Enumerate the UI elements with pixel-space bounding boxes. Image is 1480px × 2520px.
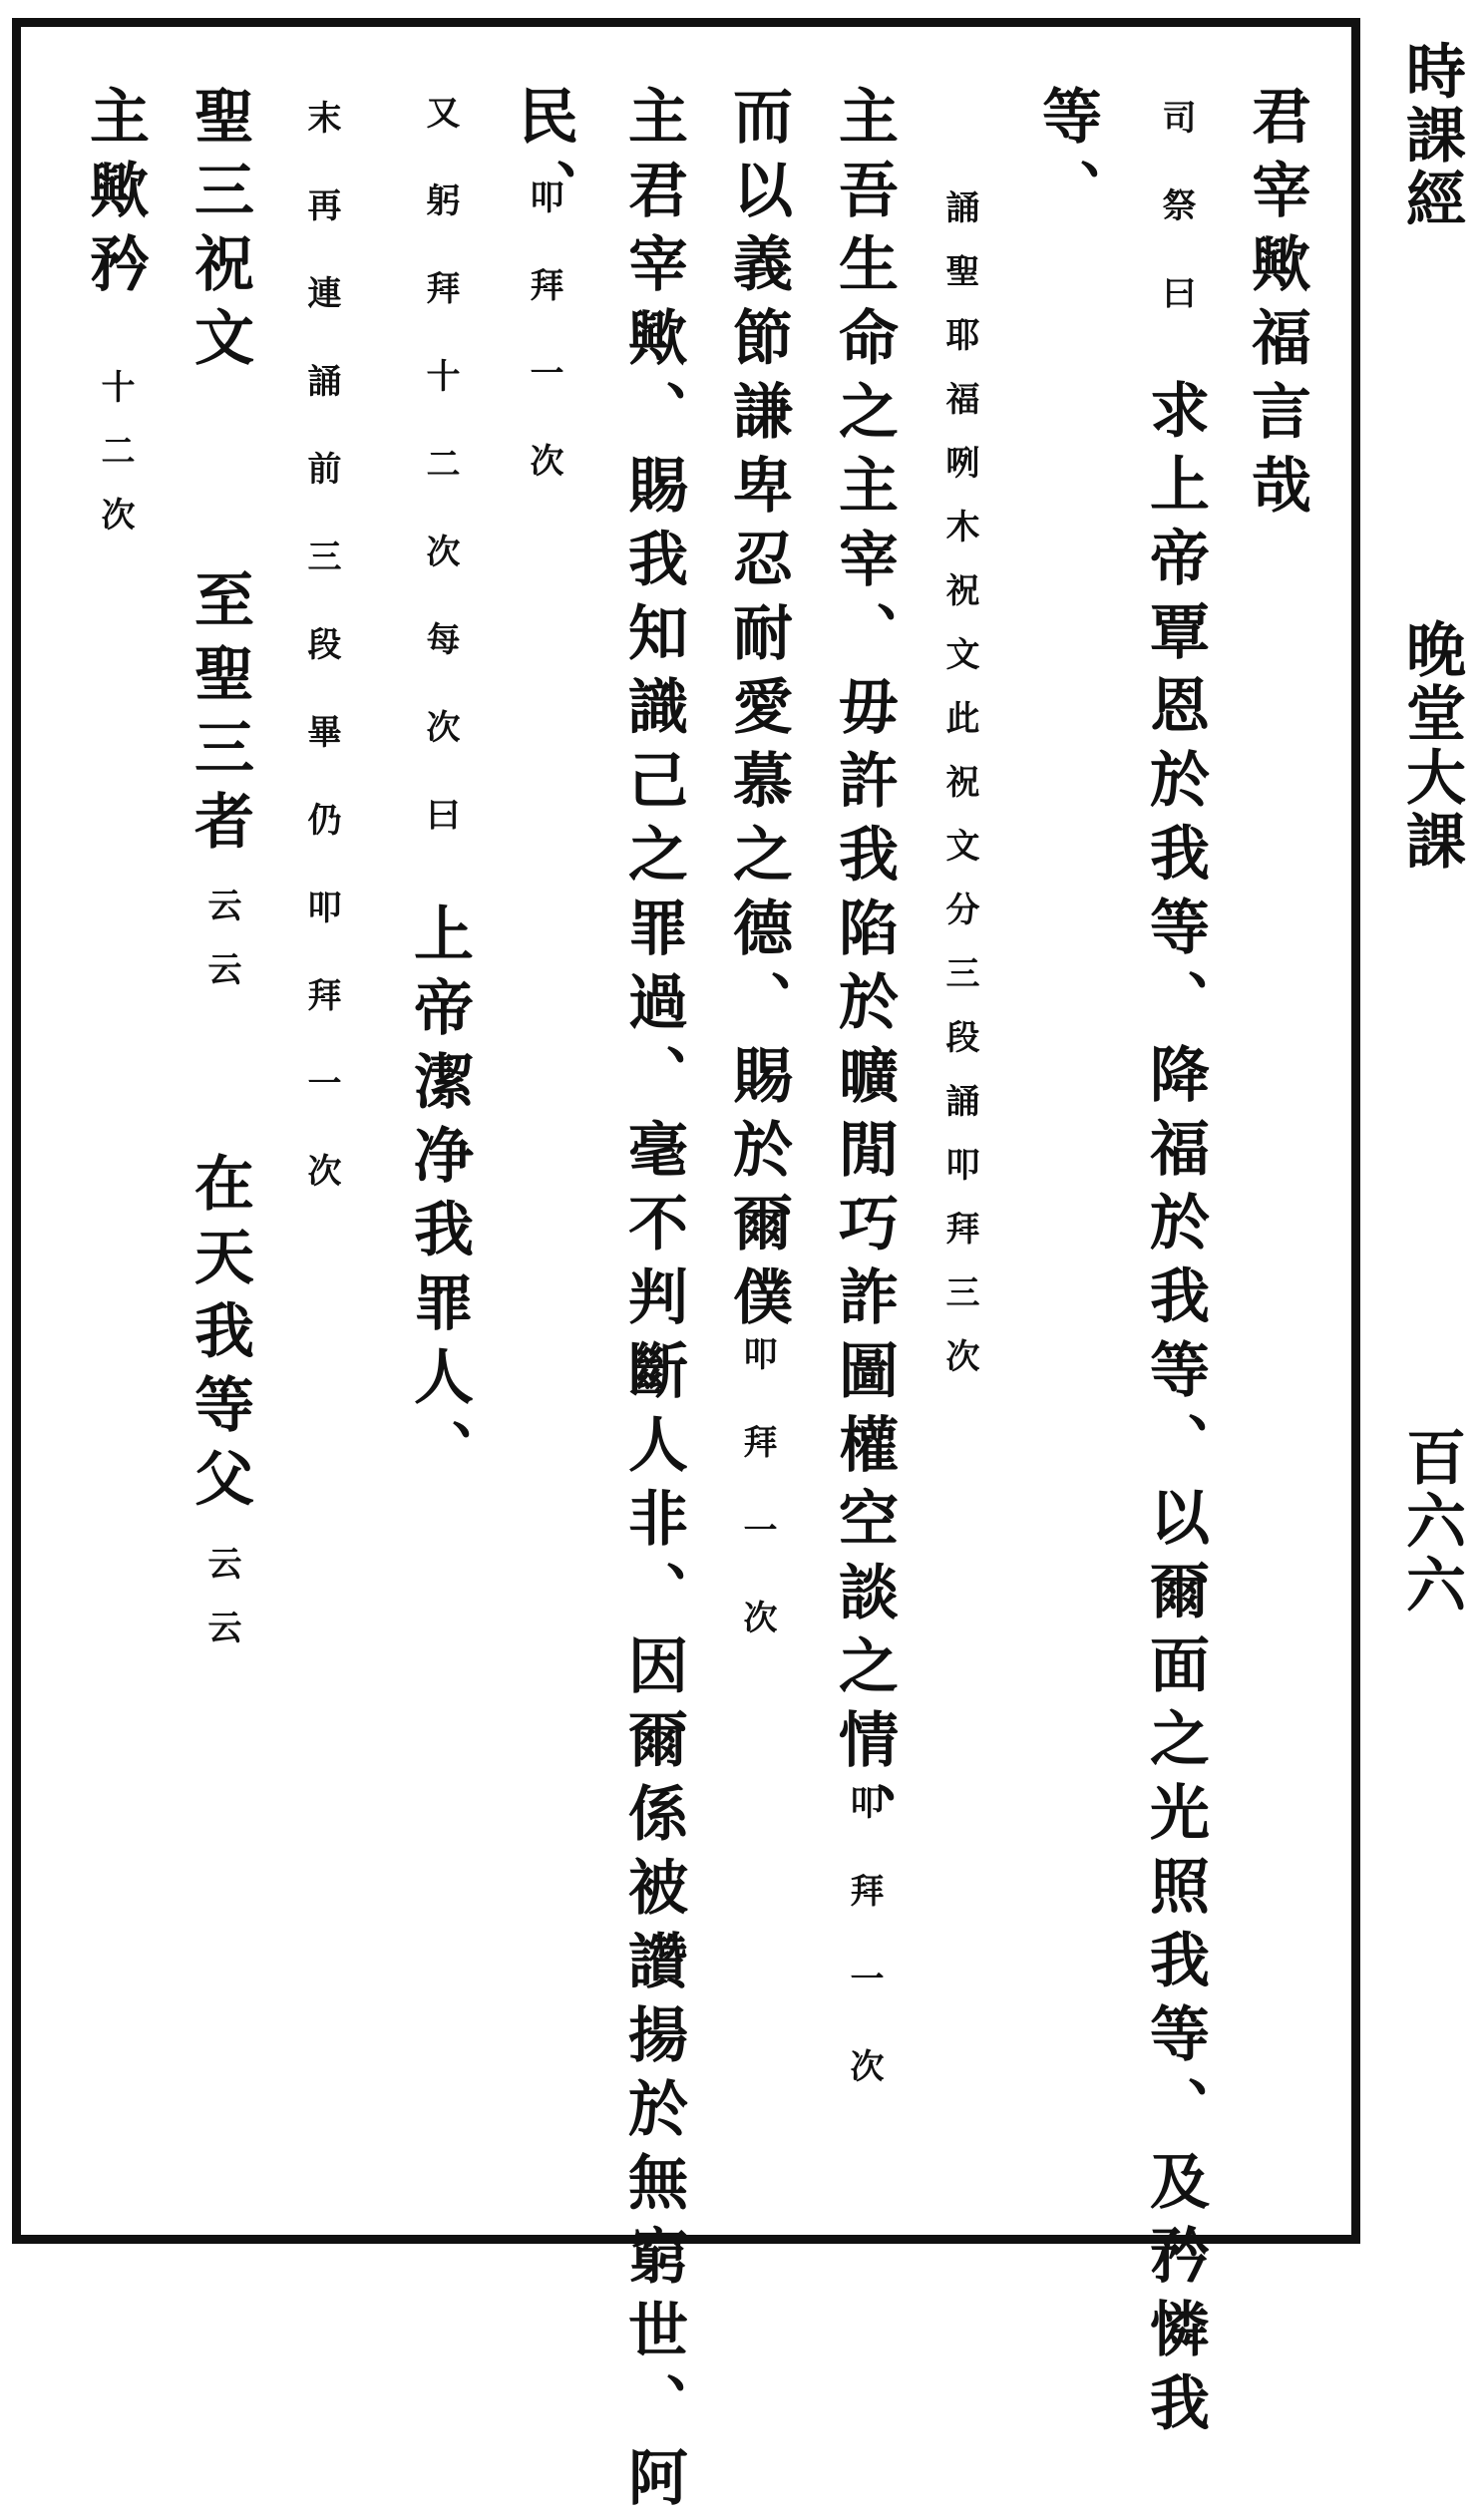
- annotation: 云云: [201, 1546, 241, 1673]
- text-column: 上帝潔净我罪人、: [404, 902, 474, 1493]
- text-column: 主吾生命之主宰、毋許我陷於曠閒巧詐圖權空談之情、: [829, 85, 899, 1856]
- text-column: 至聖三者: [185, 568, 254, 864]
- margin-page-number: 百六六: [1396, 1426, 1466, 1618]
- text-column: 主歟矜: [80, 85, 150, 306]
- annotation: 末再連誦前三段畢仍叩拜一次: [301, 100, 341, 1241]
- annotation: 叩拜一次: [737, 1336, 777, 1687]
- text-column: 求上帝覃恩於我等、降福於我等、以爾面之光照我等、及矜憐我: [1140, 379, 1210, 2445]
- text-column: 等、: [1032, 85, 1102, 232]
- annotation: 誦聖耶福咧木祝文此祝文分三段誦叩拜三次: [939, 189, 979, 1402]
- margin-title: 時課經: [1396, 40, 1466, 231]
- text-column: 民、: [509, 85, 578, 232]
- text-column: 而以義節謙卑忍耐愛慕之德、賜於爾僕: [723, 85, 793, 1339]
- text-column: 在天我等父: [185, 1152, 254, 1521]
- annotation: 云云: [201, 888, 241, 1015]
- annotation: 叩拜一次: [844, 1785, 884, 2136]
- annotation: 十二次: [95, 369, 135, 560]
- margin-section: 晚堂大課: [1396, 618, 1466, 874]
- annotation: 叩拜一次: [524, 180, 563, 531]
- text-column: 聖三祝文: [185, 85, 254, 380]
- text-column: 君宰歟福言哉: [1242, 85, 1311, 528]
- annotation: 又躬拜十二次每次曰: [420, 95, 460, 885]
- text-column: 主君宰歟、賜我知識己之罪過、毫不判斷人非、因爾係被讚揚於無窮世、阿: [618, 85, 688, 2520]
- annotation: 司祭曰: [1156, 100, 1196, 363]
